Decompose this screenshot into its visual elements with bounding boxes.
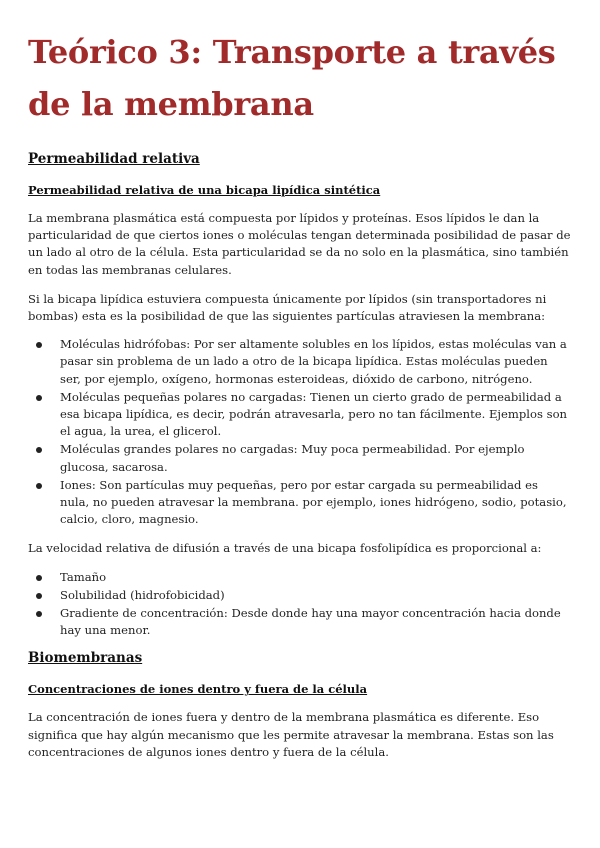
- paragraph-membrana: La membrana plasmática está compuesta por lípidos y proteínas. Esos lípidos le dan la particularidad de que ciertos iones o moléculas tengan determinada posibilidad de pasar de un lado al otro de la célula. Esta particularidad se da no solo en la plasmática, sino también en todas las membranas celulares.: [28, 211, 571, 277]
- paragraph-concentracion: La concentración de iones fuera y dentro de la membrana plasmática es diferente. Eso significa que hay algún mecanismo que les permite atravesar la membrana. Estas son las concentraciones de algunos iones dentro y fuera de la célula.: [28, 710, 554, 759]
- list-item: Iones: Son partículas muy pequeñas, pero por estar cargada su permeabilidad es nula, no pueden atravesar la membrana. por ejemplo, iones hidrógeno, sodio, potasio, calcio, cloro, magnesio.: [60, 477, 572, 529]
- paragraph-bicapa: Si la bicapa lipídica estuviera compuesta únicamente por lípidos (sin transportadores ni bombas) esta es la posibilidad de que las siguientes partículas atraviesen la membrana:: [28, 291, 547, 324]
- subsection-heading-concentraciones: Concentraciones de iones dentro y fuera de la célula: [28, 682, 368, 697]
- list-item: Tamaño: [60, 569, 572, 586]
- factor-list: [28, 569, 572, 640]
- subsection-heading-bicapa: Permeabilidad relativa de una bicapa lipídica sintética: [28, 183, 381, 197]
- paragraph-velocidad: La velocidad relativa de difusión a través de una bicapa fosfolipídica es proporcional a:: [28, 541, 542, 556]
- list-item: Moléculas grandes polares no cargadas: Muy poca permeabilidad. Por ejemplo glucosa, sacarosa.: [60, 441, 572, 475]
- list-item: Gradiente de concentración: Desde donde hay una mayor concentración hacia donde hay una menor.: [60, 605, 572, 639]
- page-title: Teórico 3: Transporte a través de la membrana: [28, 33, 556, 123]
- section-heading-permeabilidad: Permeabilidad relativa: [28, 151, 200, 167]
- list-item: Moléculas hidrófobas: Por ser altamente solubles en los lípidos, estas moléculas van a pasar sin problema de un lado a otro de la bicapa lipídica. Estas moléculas pueden ser, por ejemplo, oxígeno, hormonas esteroideas, dióxido de carbono, nitrógeno.: [60, 336, 572, 388]
- particle-list: [28, 336, 572, 528]
- section-heading-biomembranas: Biomembranas: [28, 650, 143, 667]
- list-item: Moléculas pequeñas polares no cargadas: Tienen un cierto grado de permeabilidad a esa bicapa lipídica, es decir, podrán atravesarla, pero no tan fácilmente. Ejemplos son el agua, la urea, el glicerol.: [60, 389, 572, 441]
- list-item: Solubilidad (hidrofobicidad): [60, 587, 572, 604]
